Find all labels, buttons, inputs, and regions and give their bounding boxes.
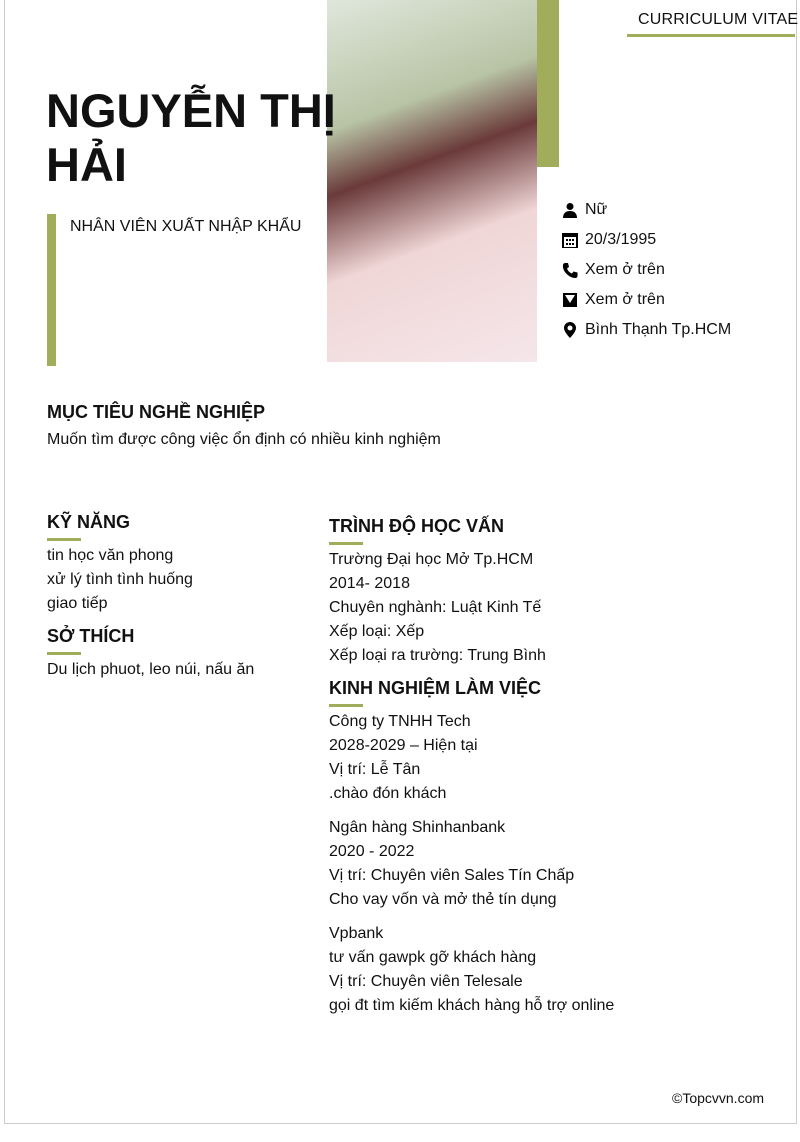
job-line: Vị trí: Chuyên viên Sales Tín Chấp (329, 867, 575, 884)
education-line: Xếp loại ra trường: Trung Bình (329, 647, 546, 664)
job-line: Ngân hàng Shinhanbank (329, 819, 506, 836)
skill-item: tin học văn phong (47, 547, 174, 564)
job-entry (329, 710, 769, 806)
education-heading: TRÌNH ĐỘ HỌC VẤN (329, 516, 504, 536)
education-line: Xếp loại: Xếp (329, 623, 425, 640)
contact-gender: Nữ (562, 201, 607, 219)
heading-underline (47, 652, 81, 655)
heading-underline (47, 538, 81, 541)
hobbies-text: Du lịch phuot, leo núi, nấu ăn (47, 661, 255, 678)
skills-heading: KỸ NĂNG (47, 512, 131, 532)
education-line: 2014- 2018 (329, 575, 410, 592)
contact-address: Bình Thạnh Tp.HCM (562, 321, 731, 339)
hobbies-heading: SỞ THÍCH (47, 626, 135, 646)
cv-label: CURRICULUM VITAE (638, 11, 799, 28)
job-entry (329, 816, 769, 912)
job-line: tư vấn gawpk gỡ khách hàng (329, 949, 537, 966)
skill-item: giao tiếp (47, 595, 108, 612)
objective-heading: MỤC TIÊU NGHỀ NGHIỆP (47, 402, 266, 422)
skill-item: xử lý tình tình huống (47, 571, 193, 588)
job-line: 2020 - 2022 (329, 843, 415, 860)
job-line: Cho vay vốn và mở thẻ tín dụng (329, 891, 557, 908)
job-line: Vpbank (329, 925, 384, 942)
job-entry (329, 922, 769, 1018)
location-icon (562, 322, 578, 338)
footer-credit: ©Topcvvn.com (672, 1090, 765, 1106)
profile-photo (327, 0, 537, 362)
heading-underline (329, 542, 363, 545)
phone-icon (562, 262, 578, 278)
job-line: .chào đón khách (329, 785, 447, 802)
contact-email: Xem ở trên (562, 291, 665, 309)
heading-underline (329, 704, 363, 707)
job-line: 2028-2029 – Hiện tại (329, 737, 478, 754)
calendar-icon (562, 232, 578, 248)
objective-text: Muốn tìm được công việc ổn định có nhiều kinh nghiệm (47, 431, 441, 448)
contact-birthday: 20/3/1995 (562, 231, 656, 249)
experience-heading: KINH NGHIỆM LÀM VIỆC (329, 678, 542, 698)
job-line: Vị trí: Lễ Tân (329, 761, 421, 778)
full-name: NGUYỄN THỊ HẢI (46, 84, 336, 191)
job-line: gọi đt tìm kiếm khách hàng hỗ trợ online (329, 997, 615, 1014)
job-title: NHÂN VIÊN XUẤT NHẬP KHẨU (70, 218, 302, 235)
accent-bar (537, 0, 559, 167)
education-line: Chuyên nghành: Luật Kinh Tế (329, 599, 542, 616)
divider (627, 34, 795, 37)
contact-phone: Xem ở trên (562, 261, 665, 279)
job-line: Công ty TNHH Tech (329, 713, 471, 730)
email-icon (562, 292, 578, 308)
right-column (329, 516, 769, 1018)
education-line: Trường Đại học Mở Tp.HCM (329, 551, 534, 568)
accent-bar (47, 214, 56, 366)
user-icon (562, 202, 578, 218)
skills-section (47, 512, 307, 682)
job-line: Vị trí: Chuyên viên Telesale (329, 973, 523, 990)
